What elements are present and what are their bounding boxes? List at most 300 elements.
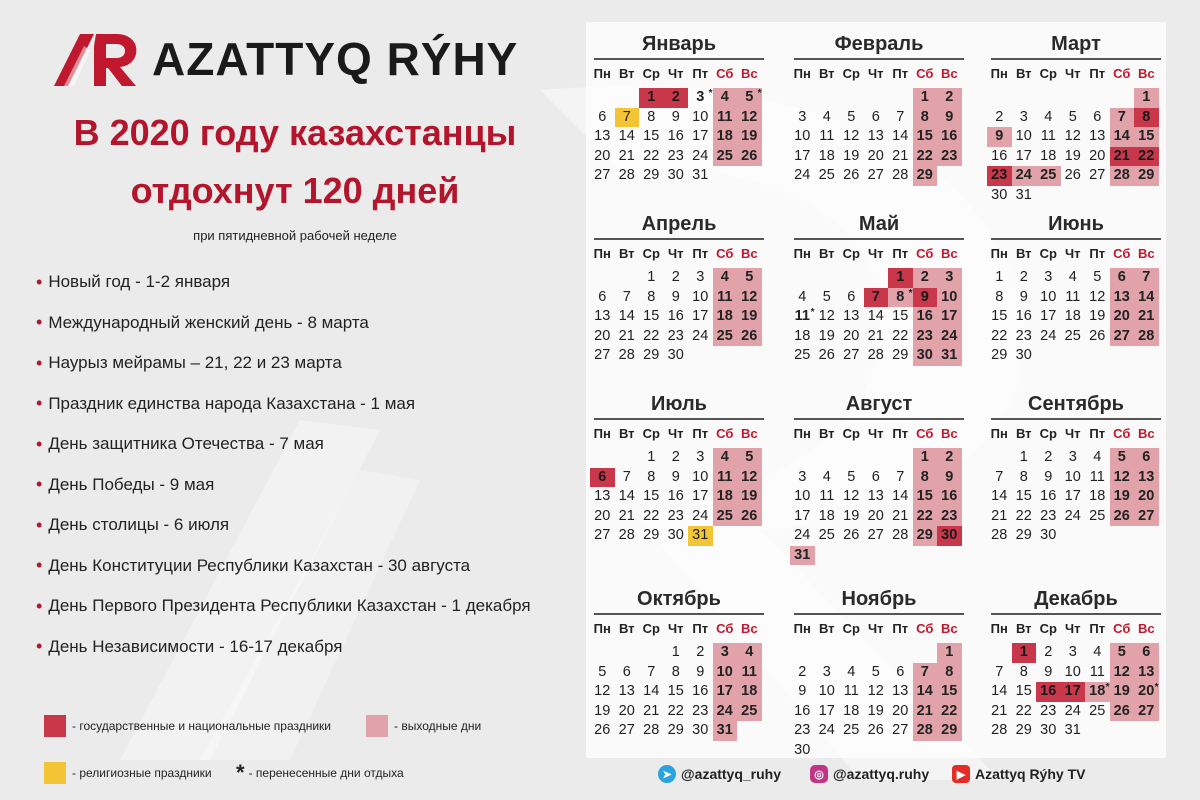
month-block bbox=[590, 30, 768, 205]
month-block bbox=[987, 585, 1165, 760]
weekday-header: Ср bbox=[842, 66, 860, 81]
calendar-day: 1 bbox=[647, 269, 656, 285]
weekday-header: Вс bbox=[740, 426, 758, 441]
calendar-day: 6 bbox=[598, 108, 607, 125]
calendar-day: 16 bbox=[667, 128, 684, 144]
weekday-header: Ср bbox=[1039, 426, 1057, 441]
calendar-day: 30 bbox=[913, 346, 938, 366]
calendar-day: 17 bbox=[692, 488, 709, 504]
month-block bbox=[590, 585, 768, 760]
calendar-day: 20 bbox=[594, 327, 611, 344]
calendar-day: 20 bbox=[1134, 487, 1159, 507]
calendar-day: 15 bbox=[1015, 683, 1032, 699]
weekend-swatch bbox=[366, 715, 388, 737]
calendar-day: 19 bbox=[867, 702, 884, 719]
calendar-day: 22 bbox=[913, 147, 938, 167]
calendar-day: 26 bbox=[867, 722, 884, 738]
calendar-day: 7 bbox=[995, 468, 1004, 485]
calendar-day: 29 bbox=[643, 167, 660, 183]
calendar-day: 29 bbox=[643, 527, 660, 543]
weekday-header: Чт bbox=[667, 621, 684, 636]
calendar-day: 10 bbox=[692, 288, 709, 305]
calendar-day: 19 bbox=[843, 147, 860, 164]
calendar-day: 30 bbox=[1040, 722, 1057, 738]
calendar-day: 4 bbox=[822, 108, 831, 125]
calendar-day: 14 bbox=[1110, 127, 1135, 147]
calendar-day: 2 bbox=[937, 448, 962, 468]
calendar-day: 13 bbox=[1110, 288, 1135, 308]
transfer-marker: * bbox=[708, 88, 713, 99]
calendar-day: 7 bbox=[896, 468, 905, 485]
calendar-day: 27 bbox=[594, 347, 611, 363]
weekday-header: Сб bbox=[716, 621, 734, 636]
calendar-day: 6 bbox=[871, 468, 880, 485]
calendar-day: 10 bbox=[692, 108, 709, 125]
calendar-day: 10 bbox=[1064, 468, 1081, 485]
weekday-header: Чт bbox=[867, 426, 884, 441]
holiday-item: • Наурыз мейрамы – 21, 22 и 23 марта bbox=[36, 352, 342, 373]
calendar-day: 2 bbox=[671, 449, 680, 465]
calendar-day: 23 bbox=[987, 166, 1012, 186]
weekday-header: Сб bbox=[1113, 66, 1131, 81]
weekday-header: Чт bbox=[867, 66, 884, 81]
calendar-day: 28 bbox=[643, 722, 660, 738]
calendar-day: 22 bbox=[1134, 147, 1159, 167]
calendar-day: 18 bbox=[1064, 308, 1081, 324]
calendar-day: 28 bbox=[618, 167, 635, 183]
weekday-header: Пн bbox=[990, 621, 1008, 636]
calendar-day: 14 bbox=[643, 683, 660, 699]
calendar-day: 3 bbox=[1068, 644, 1077, 660]
weekday-header: Вт bbox=[1015, 246, 1032, 261]
month-name: Февраль bbox=[834, 33, 924, 55]
calendar-day: 3 bbox=[798, 108, 807, 125]
calendar-day: 14 bbox=[991, 488, 1008, 504]
weekday-header: Ср bbox=[642, 621, 660, 636]
calendar-day: 11 bbox=[819, 488, 835, 504]
calendar-day: 21 bbox=[892, 147, 909, 164]
state-swatch bbox=[44, 715, 66, 737]
calendar-day: 26 bbox=[1110, 507, 1135, 527]
calendar-day: 7 bbox=[913, 663, 938, 683]
calendar-day: 19 bbox=[737, 487, 762, 507]
calendar-day: 21 bbox=[618, 507, 635, 524]
calendar-day: 8 bbox=[937, 663, 962, 683]
calendar-day: 13 bbox=[867, 128, 884, 144]
calendar-day: 21 bbox=[1134, 307, 1159, 327]
calendar-day: 14 bbox=[892, 488, 909, 504]
calendar-day: 23 bbox=[937, 507, 962, 527]
calendar-day: 13 bbox=[867, 488, 884, 504]
calendar-day: 27 bbox=[867, 167, 884, 183]
calendar-day: 15 bbox=[991, 308, 1008, 324]
calendar-day: 26 bbox=[1089, 327, 1106, 344]
calendar-day: 31 bbox=[692, 167, 709, 183]
telegram-icon: ➤ bbox=[658, 765, 676, 783]
calendar-day: 22 bbox=[643, 147, 660, 164]
calendar-day: 13 bbox=[618, 683, 635, 699]
calendar-day: 14 bbox=[991, 683, 1008, 699]
weekday-header: Сб bbox=[716, 66, 734, 81]
weekday-header: Вт bbox=[618, 66, 635, 81]
calendar-day: 15 bbox=[643, 308, 660, 324]
calendar-day: 28 bbox=[991, 527, 1008, 543]
weekday-header: Сб bbox=[916, 246, 934, 261]
calendar-day: 6 bbox=[1134, 448, 1159, 468]
calendar-day: 18 bbox=[818, 147, 835, 164]
calendar-day: 20 bbox=[1110, 307, 1135, 327]
calendar-day: 2 bbox=[1019, 269, 1028, 285]
calendar-day: 22 bbox=[937, 702, 962, 722]
calendar-day: 31 bbox=[688, 526, 713, 546]
calendar-day: 12 bbox=[818, 308, 835, 324]
holiday-item: • День Независимости - 16-17 декабря bbox=[36, 636, 343, 657]
weekday-header: Пн bbox=[593, 246, 611, 261]
month-name: Ноябрь bbox=[841, 588, 917, 610]
calendar-day: 12 bbox=[867, 683, 884, 699]
holiday-item: • Праздник единства народа Казахстана - 1 мая bbox=[36, 393, 416, 414]
calendar-day: 26 bbox=[737, 147, 762, 167]
calendar-day: 26 bbox=[1064, 167, 1081, 183]
legend-weekend: - выходные дни bbox=[366, 715, 481, 737]
weekday-header: Пн bbox=[593, 426, 611, 441]
calendar-day: 23 bbox=[913, 327, 938, 347]
calendar-day: 1 bbox=[937, 643, 962, 663]
calendar-day: 11 bbox=[1089, 663, 1105, 680]
month-name: Март bbox=[1051, 33, 1101, 55]
calendar-day: 22 bbox=[1015, 702, 1032, 719]
calendar-day: 10 bbox=[713, 663, 738, 683]
calendar-day: 24 bbox=[794, 167, 811, 183]
calendar-day: 31 bbox=[790, 546, 815, 566]
calendar-day: 18 bbox=[713, 127, 738, 147]
calendar-day: 19 bbox=[737, 307, 762, 327]
calendar-day: 1 bbox=[639, 88, 664, 108]
calendar-day: 25 bbox=[1064, 327, 1081, 344]
calendar-day: 30 bbox=[667, 167, 684, 183]
calendar-day: 25 bbox=[1089, 507, 1106, 524]
calendar-day: 24 bbox=[794, 527, 811, 543]
month-divider bbox=[794, 613, 964, 615]
calendar-day: 11 bbox=[1040, 128, 1056, 144]
calendar-day: 22 bbox=[991, 327, 1008, 344]
calendar-day: 8 bbox=[995, 288, 1004, 305]
calendar-day: 17 bbox=[1015, 147, 1032, 164]
calendar-day: 22 bbox=[1015, 507, 1032, 524]
holiday-item: • День Победы - 9 мая bbox=[36, 474, 215, 495]
calendar-day: 25 bbox=[713, 507, 738, 527]
calendar-day: 7 bbox=[1134, 268, 1159, 288]
calendar-day: 21 bbox=[618, 327, 635, 344]
calendar-day: 9 bbox=[937, 108, 962, 128]
calendar-day: 30 bbox=[1040, 527, 1057, 543]
calendar-day: 4 bbox=[713, 88, 738, 108]
weekday-header: Сб bbox=[1113, 426, 1131, 441]
calendar-day: 31 bbox=[1064, 722, 1081, 738]
calendar-day: 1 bbox=[995, 269, 1004, 285]
calendar-day: 15 bbox=[913, 127, 938, 147]
calendar-day: 12 bbox=[1089, 288, 1106, 305]
calendar-day: 28 bbox=[618, 527, 635, 543]
calendar-day: 22 bbox=[667, 702, 684, 719]
calendar-day: 3 bbox=[696, 269, 705, 285]
month-block bbox=[790, 30, 968, 205]
calendar-day: 3 bbox=[937, 268, 962, 288]
calendar-day: 5 bbox=[737, 268, 762, 288]
weekday-header: Пт bbox=[692, 66, 709, 81]
social-instagram[interactable]: ◎ @azattyq.ruhy bbox=[810, 762, 929, 786]
calendar-day: 5 bbox=[737, 448, 762, 468]
calendar-day: 20 bbox=[892, 702, 909, 719]
calendar-day: 8 bbox=[913, 108, 938, 128]
transfer-marker: * bbox=[757, 88, 762, 99]
calendar-day: 29 bbox=[667, 722, 684, 738]
month-divider bbox=[794, 58, 964, 60]
calendar-day: 3 bbox=[1068, 449, 1077, 465]
calendar-day: 15 bbox=[643, 128, 660, 144]
calendar-day: 29 bbox=[913, 526, 938, 546]
transfer-marker: * bbox=[908, 287, 913, 299]
weekday-header: Вс bbox=[940, 66, 958, 81]
month-name: Июль bbox=[651, 393, 707, 415]
calendar-day: 27 bbox=[1089, 167, 1106, 183]
calendar-day: 6 bbox=[871, 108, 880, 125]
calendar-day: 24 bbox=[1064, 702, 1081, 719]
calendar-day: 20 bbox=[594, 507, 611, 524]
calendar-day: 26 bbox=[843, 527, 860, 543]
weekday-header: Ср bbox=[1039, 246, 1057, 261]
calendar-day: 23 bbox=[937, 147, 962, 167]
social-telegram[interactable]: ➤ @azattyq_ruhy bbox=[658, 762, 781, 786]
holiday-item: • День столицы - 6 июля bbox=[36, 514, 230, 535]
calendar-day: 19 bbox=[1110, 682, 1135, 702]
calendar-day: 4 bbox=[1068, 269, 1077, 285]
month-divider bbox=[991, 238, 1161, 240]
weekday-header: Пт bbox=[692, 246, 709, 261]
calendar-day: 13 bbox=[594, 128, 611, 144]
weekday-header: Пт bbox=[692, 621, 709, 636]
calendar-day: 16 bbox=[1015, 308, 1032, 324]
weekday-header: Вс bbox=[940, 426, 958, 441]
calendar-day: 9 bbox=[798, 683, 807, 699]
weekday-header: Пт bbox=[1089, 621, 1106, 636]
calendar-day: 6 bbox=[1134, 643, 1159, 663]
calendar-day: 30 bbox=[1015, 347, 1032, 363]
calendar-day: 17 bbox=[794, 147, 811, 164]
calendar-day: 14 bbox=[618, 308, 635, 324]
calendar-day: 5 bbox=[1068, 108, 1077, 125]
calendar-day: 20 bbox=[618, 702, 635, 719]
month-name: Июнь bbox=[1048, 213, 1104, 235]
month-divider bbox=[594, 613, 764, 615]
calendar-day: 4 bbox=[822, 468, 831, 485]
calendar-day: 2 bbox=[671, 269, 680, 285]
headline-line-2: отдохнут 120 дней bbox=[130, 170, 460, 211]
calendar-day: 9 bbox=[671, 288, 680, 305]
weekday-header: Вс bbox=[940, 246, 958, 261]
calendar-day: 27 bbox=[594, 527, 611, 543]
calendar-day: 21 bbox=[618, 147, 635, 164]
calendar-day: 19 bbox=[1110, 487, 1135, 507]
month-name: Декабрь bbox=[1034, 588, 1118, 610]
calendar-day: 5 * bbox=[737, 88, 762, 108]
calendar-day: 11 bbox=[713, 468, 738, 488]
calendar-day: 8 bbox=[671, 663, 680, 680]
calendar-day: 12 bbox=[1110, 468, 1135, 488]
calendar-day: 6 bbox=[622, 663, 631, 680]
weekday-header: Пн bbox=[793, 66, 811, 81]
calendar-day: 15 bbox=[1134, 127, 1159, 147]
calendar-day: 30 bbox=[937, 526, 962, 546]
calendar-day: 4 bbox=[737, 643, 762, 663]
calendar-day: 2 bbox=[696, 644, 705, 660]
calendar-day: 4 bbox=[1044, 108, 1053, 125]
calendar-day: 26 bbox=[594, 722, 611, 738]
calendar-day: 3 bbox=[798, 468, 807, 485]
calendar-day: 13 bbox=[843, 308, 860, 324]
calendar-day: 13 bbox=[1134, 663, 1159, 683]
calendar-day: 20 bbox=[867, 147, 884, 164]
calendar-day: 23 bbox=[667, 327, 684, 344]
calendar-day: 20 * bbox=[1134, 682, 1159, 702]
holiday-item: • День Первого Президента Республики Казахстан - 1 декабря bbox=[36, 595, 531, 616]
calendar-day: 25 bbox=[818, 527, 835, 543]
calendar-day: 22 bbox=[913, 507, 938, 527]
calendar-day: 16 bbox=[667, 308, 684, 324]
calendar-day: 19 bbox=[1064, 147, 1081, 164]
calendar-day: 30 bbox=[667, 527, 684, 543]
calendar-day: 10 bbox=[794, 488, 811, 504]
calendar-day: 3 bbox=[1044, 269, 1053, 285]
weekday-header: Пн bbox=[593, 66, 611, 81]
weekday-header: Ср bbox=[1039, 66, 1057, 81]
calendar-day: 5 bbox=[1110, 448, 1135, 468]
calendar-day: 16 bbox=[991, 147, 1008, 164]
calendar-day: 11 bbox=[737, 663, 762, 683]
calendar-day: 27 bbox=[618, 722, 635, 738]
calendar-day: 12 bbox=[737, 468, 762, 488]
calendar-day: 26 bbox=[1110, 702, 1135, 722]
calendar-day: 18 bbox=[1040, 147, 1057, 164]
calendar-day: 14 bbox=[892, 128, 909, 144]
calendar-day: 18 bbox=[1089, 488, 1106, 504]
calendar-day: 28 bbox=[1134, 327, 1159, 347]
calendar-day: 25 bbox=[843, 722, 860, 738]
calendar-day: 15 bbox=[667, 683, 684, 699]
calendar-day: 23 bbox=[667, 147, 684, 164]
calendar-day: 10 bbox=[1064, 663, 1081, 680]
brand-logo bbox=[50, 28, 518, 90]
month-name: Январь bbox=[641, 33, 717, 55]
weekday-header: Чт bbox=[1064, 66, 1081, 81]
calendar-day: 7 bbox=[864, 288, 889, 308]
calendar-day: 18 bbox=[737, 682, 762, 702]
weekday-header: Ср bbox=[842, 621, 860, 636]
calendar-day: 25 bbox=[1036, 166, 1061, 186]
calendar-day: 13 bbox=[1089, 128, 1106, 144]
transfer-marker: * bbox=[1154, 682, 1159, 693]
calendar-day: 19 bbox=[818, 327, 835, 344]
instagram-icon: ◎ bbox=[810, 765, 828, 783]
calendar-day: 8 bbox=[1019, 663, 1028, 680]
weekday-header: Чт bbox=[667, 426, 684, 441]
month-divider bbox=[594, 238, 764, 240]
calendar-day: 21 bbox=[1110, 147, 1135, 167]
social-youtube[interactable]: ▶ Azattyq Rýhy TV bbox=[952, 762, 1085, 786]
calendar-day: 24 bbox=[1012, 166, 1037, 186]
holiday-item: • Международный женский день - 8 марта bbox=[36, 312, 369, 333]
calendar-day: 27 bbox=[892, 722, 909, 738]
calendar-day: 1 bbox=[647, 449, 656, 465]
calendar-day: 7 bbox=[622, 288, 631, 305]
calendar-day: 29 bbox=[991, 347, 1008, 363]
calendar-day: 9 bbox=[913, 288, 938, 308]
calendar-day: 28 bbox=[892, 527, 909, 543]
weekday-header: Вс bbox=[1137, 246, 1155, 261]
holiday-item: • День защитника Отечества - 7 мая bbox=[36, 433, 324, 454]
calendar-day: 17 bbox=[818, 702, 835, 719]
calendar-day: 17 bbox=[794, 507, 811, 524]
calendar-day: 27 bbox=[1134, 702, 1159, 722]
calendar-day: 11 bbox=[713, 108, 738, 128]
calendar-day: 3 bbox=[822, 663, 831, 680]
calendar-day: 23 bbox=[1040, 702, 1057, 719]
calendar-day: 6 bbox=[847, 288, 856, 305]
calendar-day: 6 bbox=[590, 468, 615, 488]
calendar-day: 1 bbox=[1012, 643, 1037, 663]
calendar-day: 23 bbox=[667, 507, 684, 524]
asterisk-icon: * bbox=[236, 760, 245, 785]
month-divider bbox=[991, 418, 1161, 420]
calendar-day: 13 bbox=[594, 488, 611, 504]
calendar-day: 23 bbox=[692, 702, 709, 719]
calendar-day: 12 bbox=[843, 128, 860, 144]
calendar-day: 10 bbox=[1015, 128, 1032, 144]
calendar-day: 1 bbox=[1019, 449, 1028, 465]
calendar-day: 28 bbox=[913, 721, 938, 741]
calendar-day: 21 bbox=[643, 702, 660, 719]
calendar-day: 17 bbox=[692, 308, 709, 324]
calendar-day: 4 bbox=[847, 663, 856, 680]
weekday-header: Вт bbox=[618, 426, 635, 441]
weekday-header: Пт bbox=[692, 426, 709, 441]
weekday-header: Вт bbox=[1015, 426, 1032, 441]
calendar-day: 19 bbox=[843, 507, 860, 524]
calendar-day: 29 bbox=[1015, 527, 1032, 543]
calendar-day: 15 bbox=[643, 488, 660, 504]
calendar-day: 25 bbox=[794, 347, 811, 363]
calendar-day: 29 bbox=[892, 347, 909, 363]
calendar-day: 14 bbox=[913, 682, 938, 702]
weekday-header: Пт bbox=[892, 426, 909, 441]
calendar-day: 9 bbox=[1044, 663, 1053, 680]
calendar-day: 17 bbox=[937, 307, 962, 327]
calendar-day: 23 bbox=[1040, 507, 1057, 524]
holiday-item: • День Конституции Республики Казахстан - 30 августа bbox=[36, 555, 471, 576]
weekday-header: Ср bbox=[842, 246, 860, 261]
brand-name: AZATTYQ RÝHY bbox=[152, 33, 519, 85]
weekday-header: Пт bbox=[892, 621, 909, 636]
calendar-day: 8 bbox=[647, 108, 656, 125]
calendar-day: 24 bbox=[1064, 507, 1081, 524]
left-column bbox=[0, 0, 585, 800]
calendar-day: 7 bbox=[647, 663, 656, 680]
calendar-day: 3 bbox=[1019, 108, 1028, 125]
calendar-day: 12 bbox=[1110, 663, 1135, 683]
weekday-header: Вт bbox=[818, 66, 835, 81]
calendar-day: 14 bbox=[618, 128, 635, 144]
calendar-day: 7 bbox=[1110, 108, 1135, 128]
